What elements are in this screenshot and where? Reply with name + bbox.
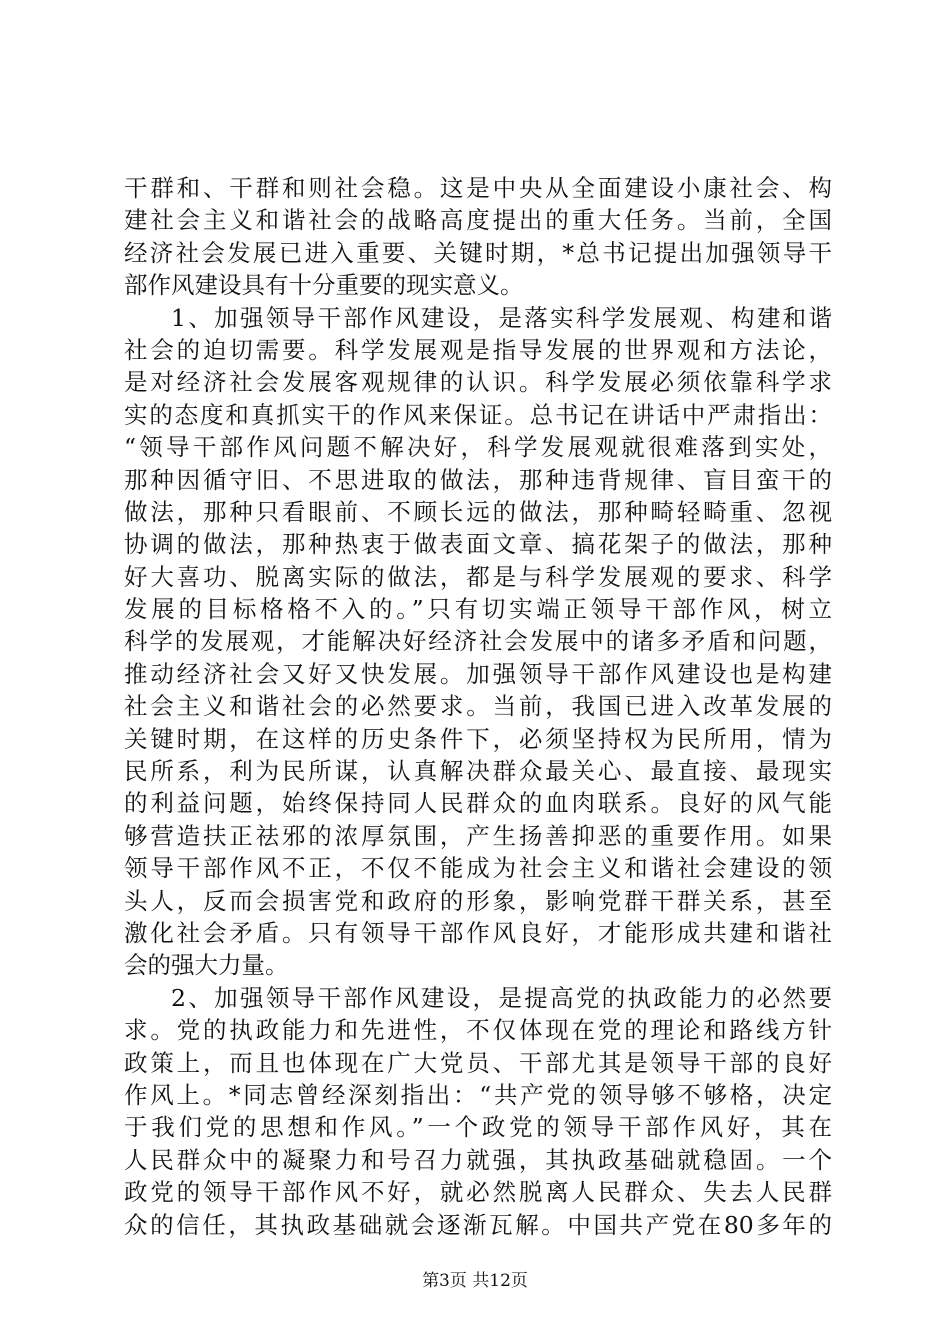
text-line: 部作风建设具有十分重要的现实意义。 [124, 271, 524, 300]
text-line: 做法，那种只看眼前、不顾长远的做法，那种畸轻畸重、忽视 [124, 497, 832, 526]
text-line: 求。党的执政能力和先进性，不仅体现在党的理论和路线方针 [124, 1016, 832, 1045]
text-line: 政党的领导干部作风不好，就必然脱离人民群众、失去人民群 [124, 1178, 832, 1207]
text-line: 建社会主义和谐社会的战略高度提出的重大任务。当前，全国 [124, 206, 832, 235]
text-line: 的利益问题，始终保持同人民群众的血肉联系。良好的风气能 [124, 789, 832, 818]
text-line: 头人，反而会损害党和政府的形象，影响党群干群关系，甚至 [124, 886, 832, 915]
page-footer: 第3页 共12页 [422, 1271, 528, 1291]
text-line: “领导干部作风问题不解决好，科学发展观就很难落到实处， [124, 433, 832, 462]
text-line: 那种因循守旧、不思进取的做法，那种违背规律、盲目蛮干的 [124, 465, 832, 494]
text-line: 够营造扶正祛邪的浓厚氛围，产生扬善抑恶的重要作用。如果 [124, 821, 832, 850]
text-line: 会的强大力量。 [124, 951, 289, 980]
text-line: 发展的目标格格不入的。”只有切实端正领导干部作风，树立 [124, 595, 832, 624]
text-line: 好大喜功、脱离实际的做法，都是与科学发展观的要求、科学 [124, 562, 832, 591]
text-line: 干群和、干群和则社会稳。这是中央从全面建设小康社会、构 [124, 174, 832, 202]
text-line: 实的态度和真抓实干的作风来保证。总书记在讲话中严肃指出： [124, 400, 832, 429]
text-line: 1、加强领导干部作风建设，是落实科学发展观、构建和谐 [171, 303, 832, 332]
text-line: 人民群众中的凝聚力和号召力就强，其执政基础就稳固。一个 [124, 1145, 832, 1174]
text-line: 协调的做法，那种热衷于做表面文章、搞花架子的做法，那种 [124, 530, 832, 559]
text-line: 社会的迫切需要。科学发展观是指导发展的世界观和方法论， [124, 335, 832, 364]
text-line: 激化社会矛盾。只有领导干部作风良好，才能形成共建和谐社 [124, 918, 832, 947]
body-text [124, 172, 832, 1241]
text-line: 是对经济社会发展客观规律的认识。科学发展必须依靠科学求 [124, 368, 832, 397]
text-line: 众的信任，其执政基础就会逐渐瓦解。中国共产党在80多年的 [124, 1210, 832, 1239]
text-line: 社会主义和谐社会的必然要求。当前，我国已进入改革发展的 [124, 692, 832, 721]
text-line: 政策上，而且也体现在广大党员、干部尤其是领导干部的良好 [124, 1048, 832, 1077]
text-line: 推动经济社会又好又快发展。加强领导干部作风建设也是构建 [124, 659, 832, 688]
text-line: 于我们党的思想和作风。”一个政党的领导干部作风好，其在 [124, 1113, 832, 1142]
text-line: 经济社会发展已进入重要、关键时期，*总书记提出加强领导干 [124, 238, 832, 267]
text-line: 科学的发展观，才能解决好经济社会发展中的诸多矛盾和问题， [124, 627, 832, 656]
text-line: 领导干部作风不正，不仅不能成为社会主义和谐社会建设的领 [124, 854, 832, 883]
text-line: 2、加强领导干部作风建设，是提高党的执政能力的必然要 [171, 983, 832, 1012]
text-line: 关键时期，在这样的历史条件下，必须坚持权为民所用，情为 [124, 724, 832, 753]
text-line: 民所系，利为民所谋，认真解决群众最关心、最直接、最现实 [124, 757, 832, 786]
text-line: 作风上。*同志曾经深刻指出：“共产党的领导够不够格，决定 [124, 1080, 832, 1109]
